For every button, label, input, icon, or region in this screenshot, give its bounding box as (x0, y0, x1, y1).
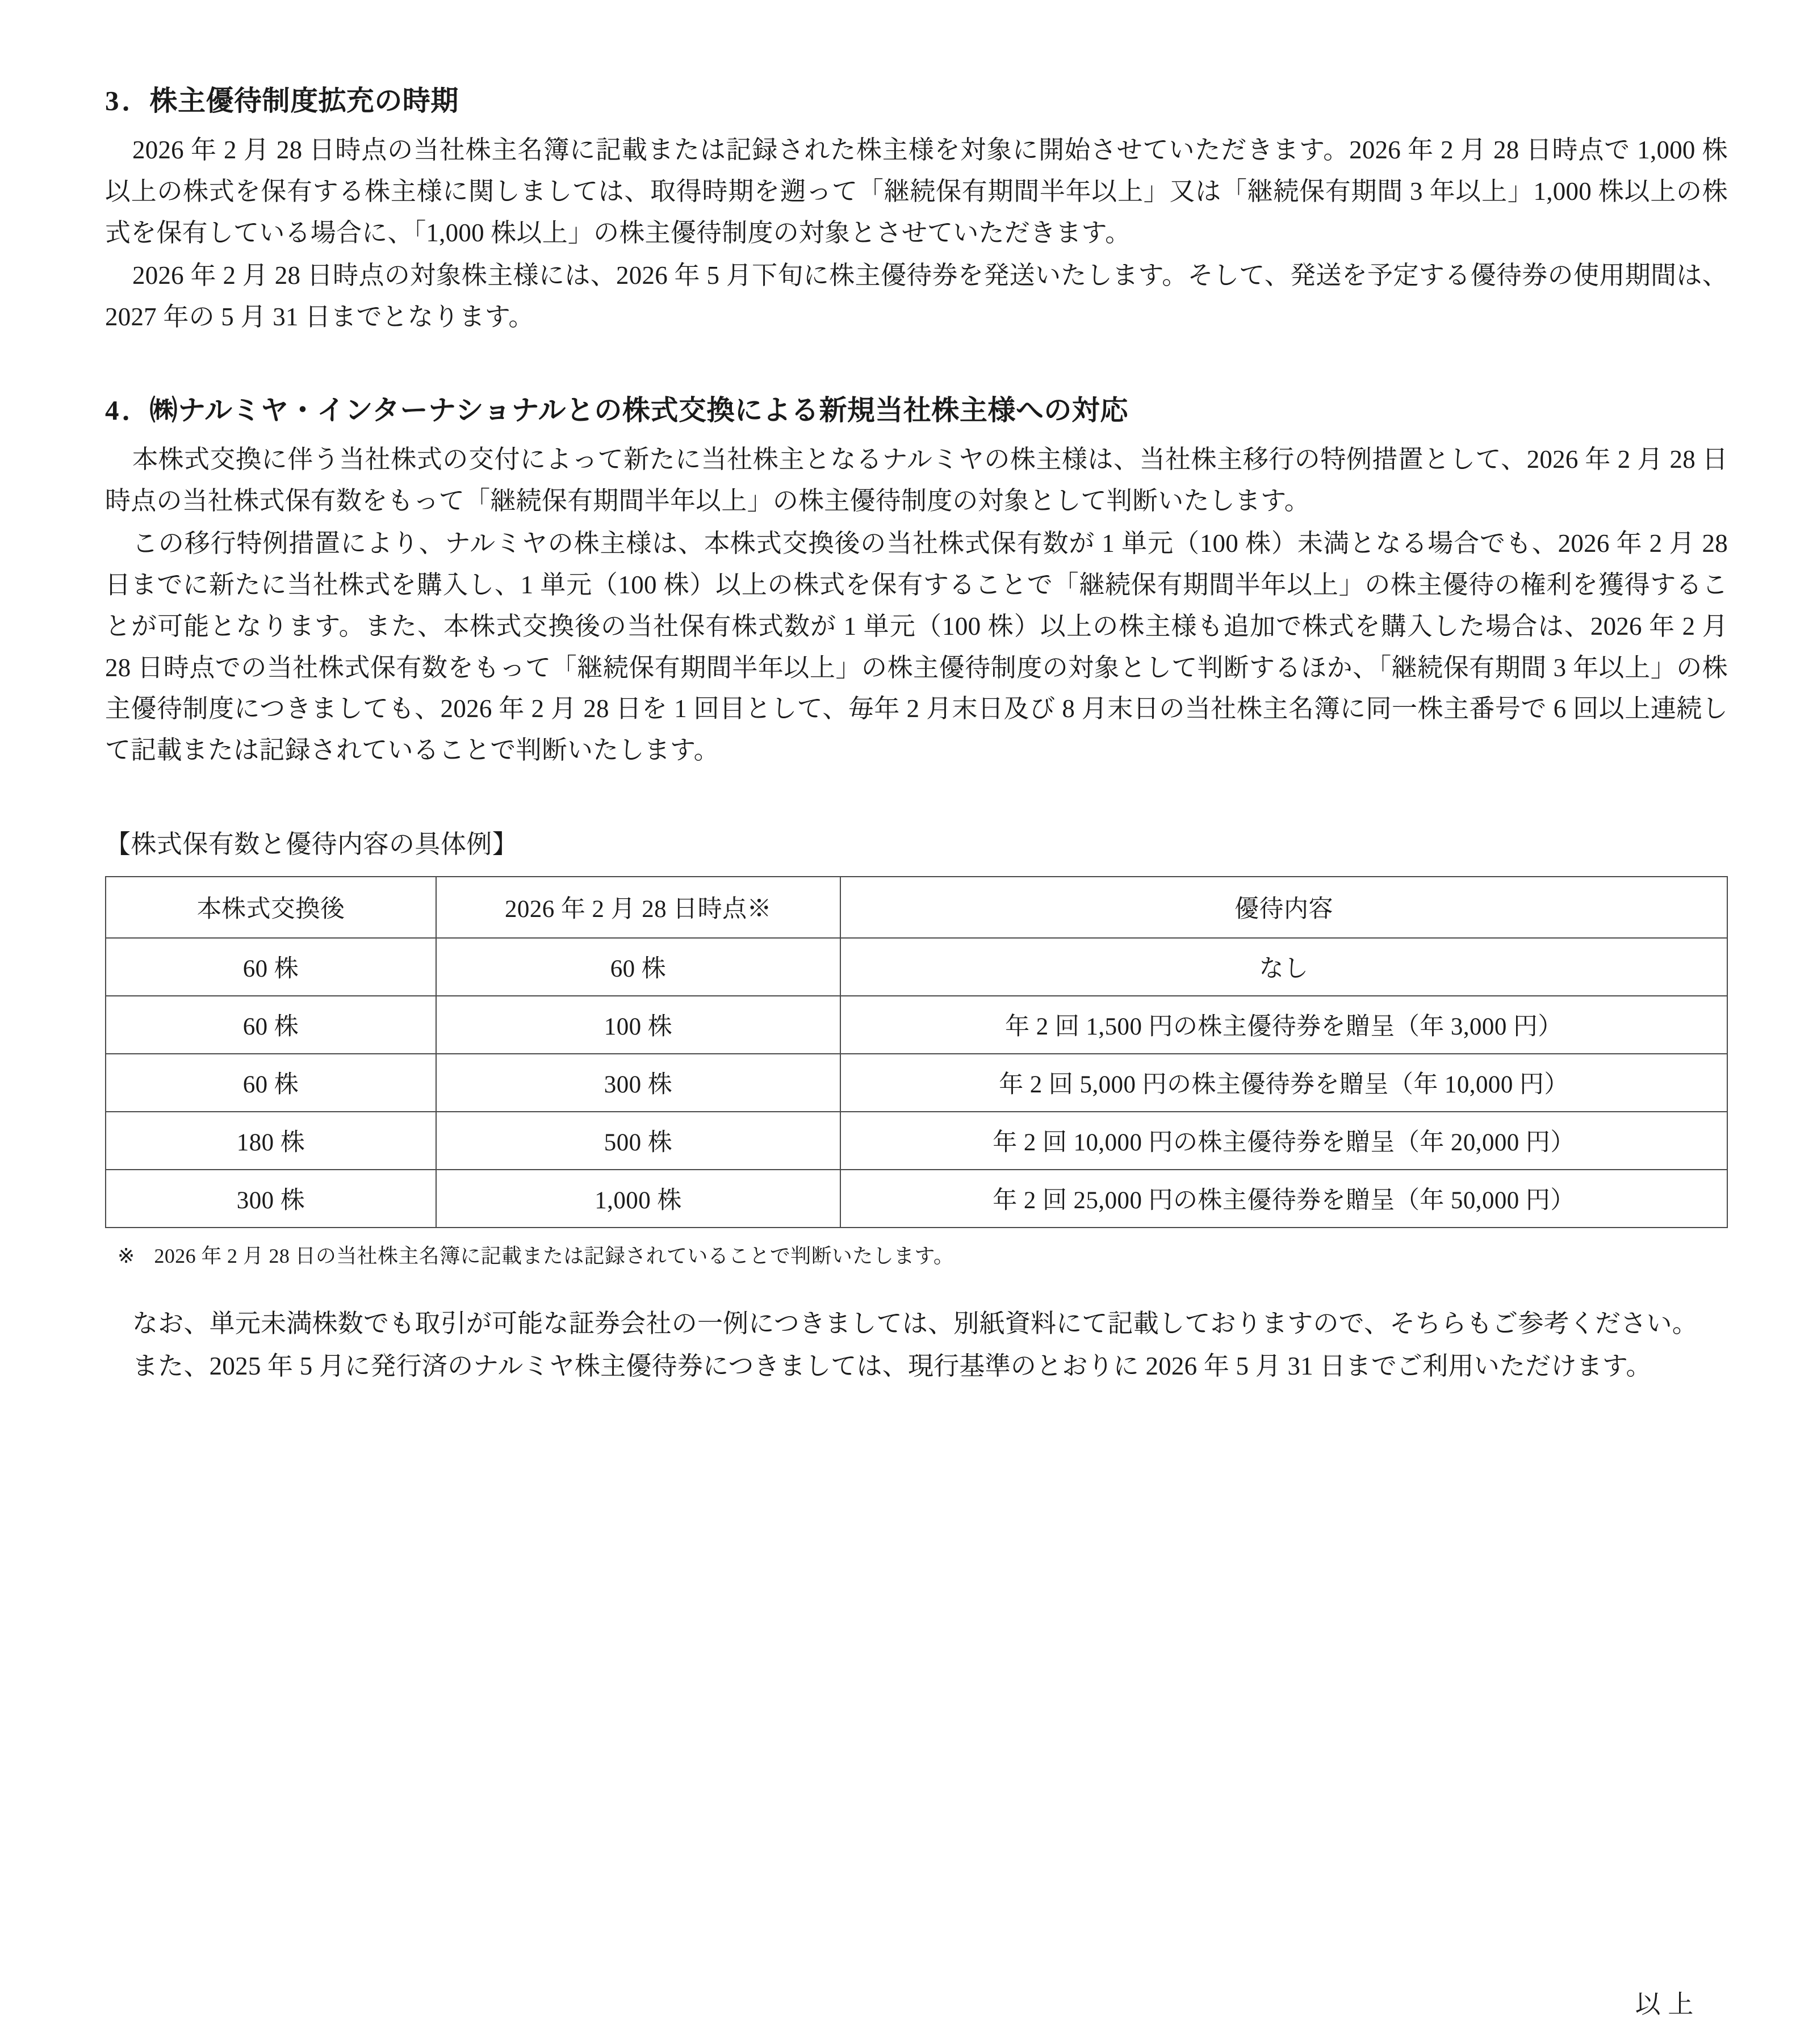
cell-benefit: 年 2 回 1,500 円の株主優待券を贈呈（年 3,000 円） (840, 996, 1727, 1054)
table-footnote (105, 1241, 1728, 1271)
cell-as-of-date: 300 株 (436, 1054, 840, 1112)
cell-as-of-date: 100 株 (436, 996, 840, 1054)
spacer-before-table (105, 771, 1728, 828)
table-row (106, 938, 1727, 996)
closing-paragraph-2: また、2025 年 5 月に発行済のナルミヤ株主優待券につきましては、現行基準のとおりに 2026 年 5 月 31 日までご利用いただけます。 (132, 1351, 1652, 1380)
section-4-paragraph-2: この移行特例措置により、ナルミヤの株主様は、本株式交換後の当社株式保有数が 1 単元（100 株）未満となる場合でも、2026 年 2 月 28 日までに新たに当社株式を購入し、1 単元（100 株）以上の株式を保有することで「継続保有期間半年以上」の株主優待の権利を獲得することが可能となります。また、本株式交換後の当社保有株式数が 1 単元（100 株）以上の株主様も追加で株式を購入した場合は、2026 年 2 月 28 日時点での当社株式保有数をもって「継続保有期間半年以上」の株主優待制度の対象として判断するほか、「継続保有期間 3 年以上」の株主優待制度につきましても、2026 年 2 月 28 日を 1 回目として、毎年 2 月末日及び 8 月末日の当社株主名簿に同一株主番号で 6 回以上連続して記載または記録されていることで判断いたします。 (105, 529, 1728, 765)
section-4-title: ㈱ナルミヤ・インターナショナルとの株式交換による新規当社株主様への対応 (149, 394, 1128, 426)
cell-benefit: 年 2 回 25,000 円の株主優待券を贈呈（年 50,000 円） (840, 1170, 1727, 1228)
cell-as-of-date: 60 株 (436, 938, 840, 996)
table-row (106, 1054, 1727, 1112)
cell-as-of-date: 1,000 株 (436, 1170, 840, 1228)
section-3-title: 株主優待制度拡充の時期 (149, 85, 459, 116)
spacer-after-section-3 (105, 338, 1728, 395)
spacer-after-footnote (105, 1271, 1728, 1303)
section-4-number: 4 (105, 394, 119, 426)
cell-benefit: なし (840, 938, 1727, 996)
example-table-title: 【株式保有数と優待内容の具体例】 (105, 830, 518, 859)
cell-after-exchange: 180 株 (106, 1112, 436, 1170)
cell-benefit: 年 2 回 10,000 円の株主優待券を贈呈（年 20,000 円） (840, 1112, 1727, 1170)
cell-after-exchange: 60 株 (106, 1054, 436, 1112)
table-head (106, 877, 1727, 938)
section-4-separator: ． (122, 394, 150, 426)
table-row (106, 1112, 1727, 1170)
table-body (106, 938, 1727, 1228)
column-header-benefit: 優待内容 (840, 877, 1727, 938)
share-holding-example-table (105, 876, 1728, 1228)
section-3-paragraph-1: 2026 年 2 月 28 日時点の当社株主名簿に記載または記録された株主様を対象に開始させていただきます。2026 年 2 月 28 日時点で 1,000 株以上の株式を保有する株主様に関しましては、取得時期を遡って「継続保有期間半年以上」又は「継続保有期間 3 年以上」1,000 株以上の株式を保有している場合に、「1,000 株以上」の株主優待制度の対象とさせていただきます。 (105, 136, 1728, 248)
table-row (106, 1170, 1727, 1228)
section-3-paragraph-2: 2026 年 2 月 28 日時点の対象株主様には、2026 年 5 月下旬に株主優待券を発送いたします。そして、発送を予定する優待券の使用期間は、2027 年の 5 月 31 日までとなります。 (105, 261, 1728, 331)
footnote-mark: ※ (118, 1244, 135, 1267)
section-3-number: 3 (105, 85, 119, 116)
cell-benefit: 年 2 回 5,000 円の株主優待券を贈呈（年 10,000 円） (840, 1054, 1727, 1112)
table-row (106, 996, 1727, 1054)
table-header-row (106, 877, 1727, 938)
column-header-as-of-date: 2026 年 2 月 28 日時点※ (436, 877, 840, 938)
cell-after-exchange: 300 株 (106, 1170, 436, 1228)
section-4-heading (105, 395, 1728, 426)
closing-paragraph-1: なお、単元未満株数でも取引が可能な証券会社の一例につきましては、別紙資料にて記載しておりますので、そちらもご参考ください。 (132, 1309, 1698, 1338)
section-4-paragraph-1: 本株式交換に伴う当社株式の交付によって新たに当社株主となるナルミヤの株主様は、当社株主移行の特例措置として、2026 年 2 月 28 日時点の当社株式保有数をもって「継続保有期間半年以上」の株主優待制度の対象として判断いたします。 (105, 445, 1728, 516)
column-header-after-exchange: 本株式交換後 (106, 877, 436, 938)
closing-mark: 以上 (1635, 1990, 1701, 2018)
cell-after-exchange: 60 株 (106, 938, 436, 996)
cell-as-of-date: 500 株 (436, 1112, 840, 1170)
section-3-heading (105, 85, 1728, 117)
section-3-separator: ． (122, 85, 150, 116)
cell-after-exchange: 60 株 (106, 996, 436, 1054)
footnote-text: 2026 年 2 月 28 日の当社株主名簿に記載または記録されていることで判断いたします。 (154, 1244, 954, 1267)
